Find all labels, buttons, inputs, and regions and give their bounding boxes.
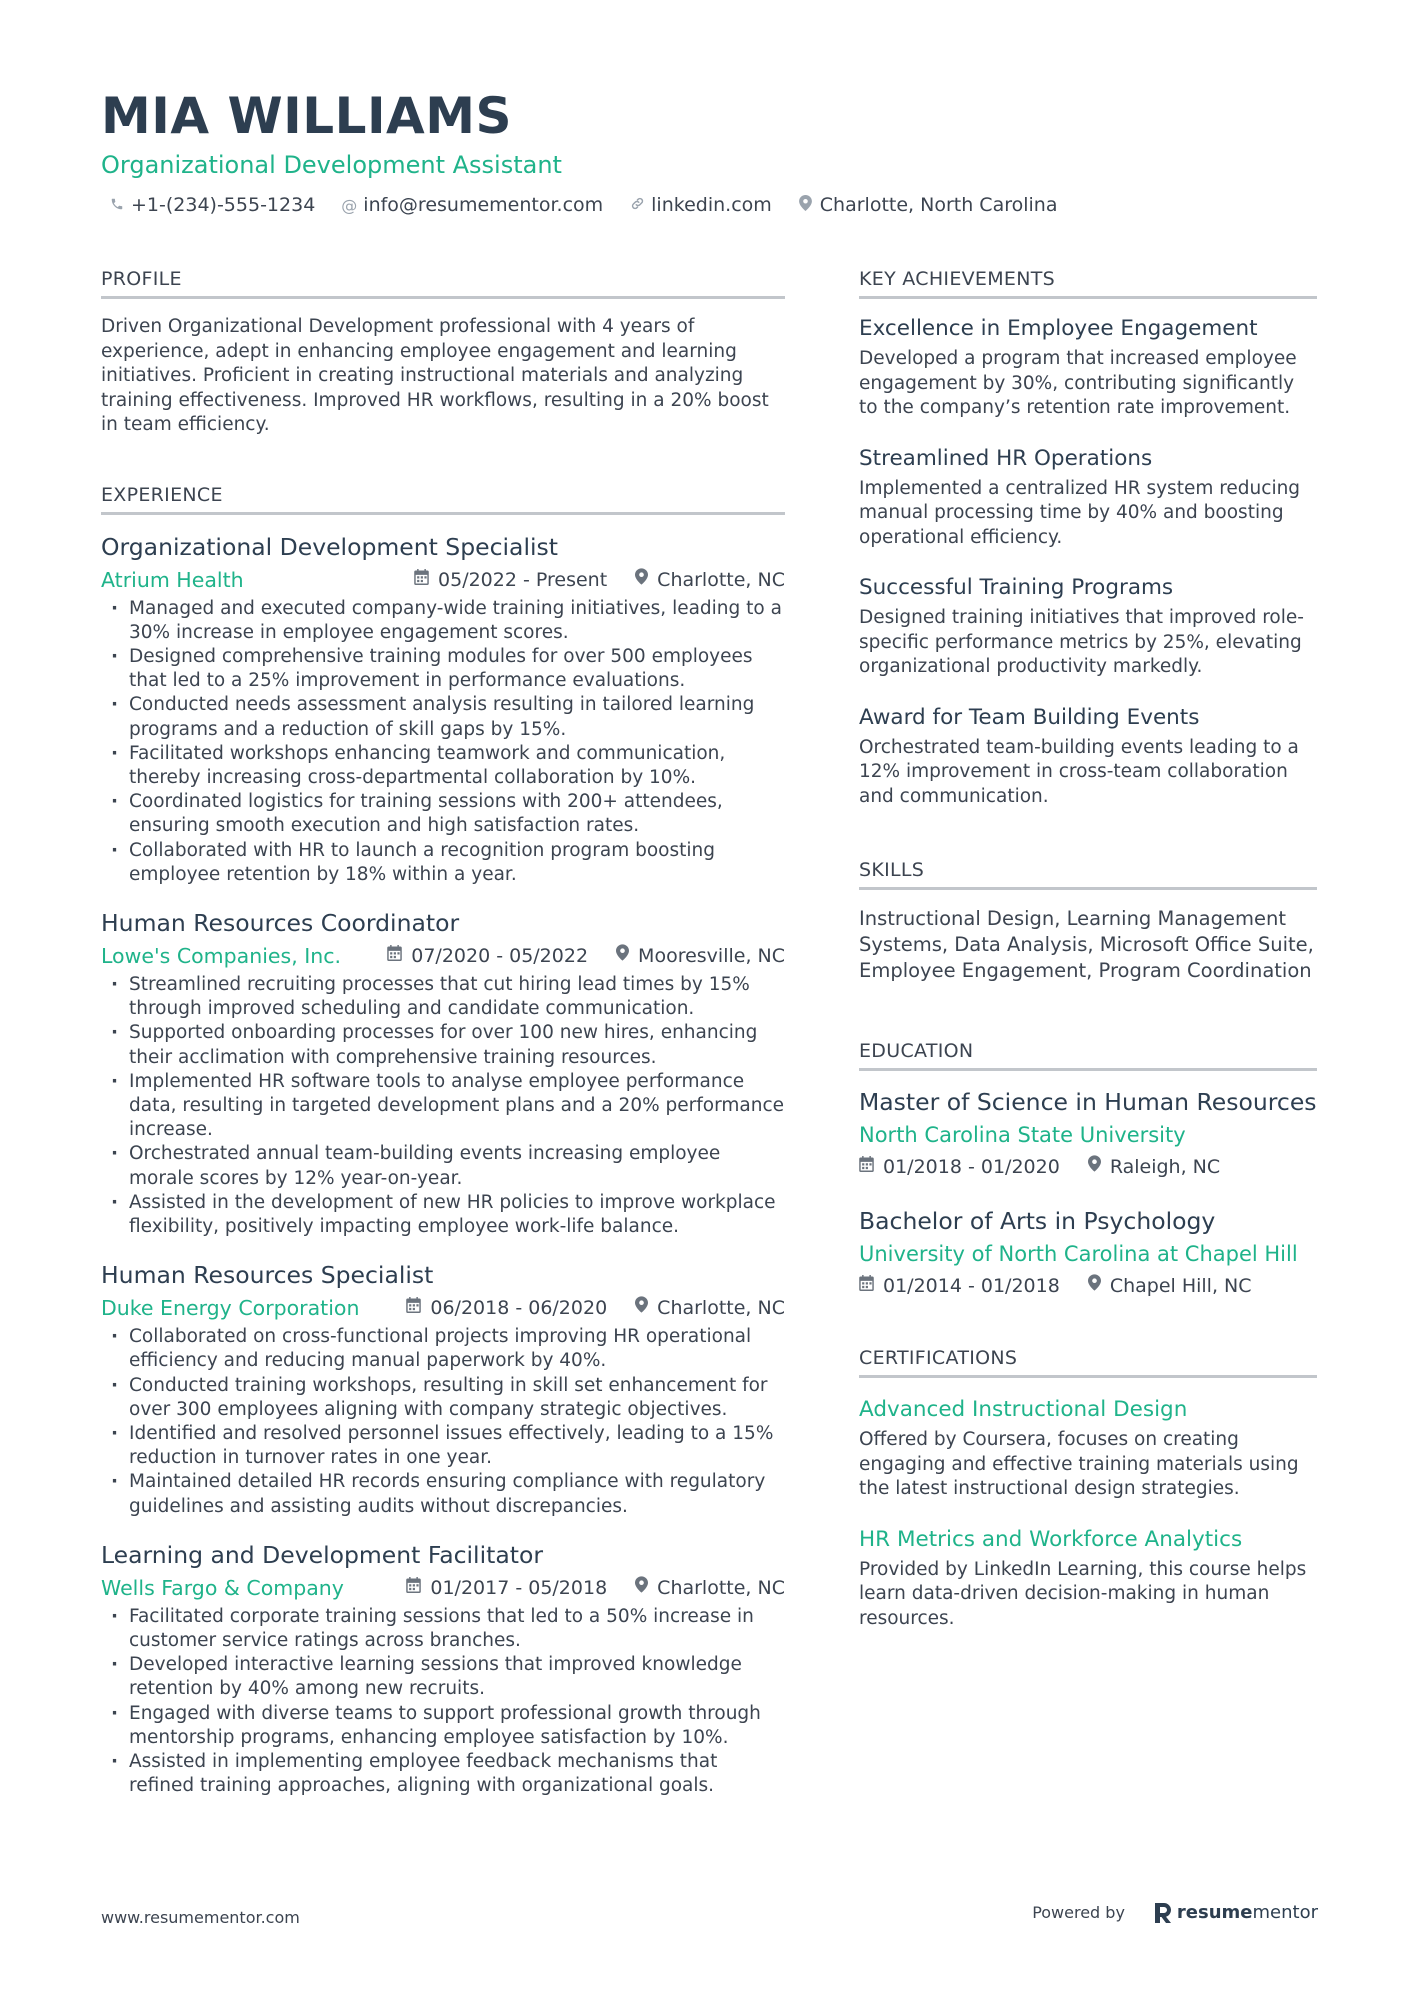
job-title: Learning and Development Facilitator: [101, 1540, 543, 1569]
calendar-icon: [859, 1271, 874, 1301]
education-entry: [859, 1206, 1317, 1301]
achievement-desc: Developed a program that increased employee engagement by 30%, contributing significantly to the company’s retention rate improvement.: [859, 348, 1297, 418]
map-pin-icon: [616, 941, 629, 971]
achievements-list: [859, 313, 1317, 809]
map-pin-icon: [635, 1573, 648, 1603]
calendar-icon: [387, 941, 402, 971]
certification-entry: [859, 1524, 1317, 1632]
company-name: Duke Energy Corporation: [101, 1296, 360, 1321]
experience-entry: [101, 1259, 785, 1519]
job-meta: [101, 1573, 785, 1603]
powered-by-text: Powered by: [1032, 1903, 1125, 1922]
education-school: North Carolina State University: [859, 1123, 1186, 1147]
job-dates-text: 05/2022 - Present: [438, 568, 608, 591]
job-dates: [406, 1573, 607, 1603]
certification-desc: Offered by Coursera, focuses on creating engaging and effective training materials using the latest instructional design strategies.: [859, 1429, 1299, 1499]
job-title: Human Resources Specialist: [101, 1261, 434, 1290]
calendar-icon: [406, 1293, 421, 1323]
education-location: [1088, 1152, 1220, 1182]
map-pin-icon: [1088, 1271, 1101, 1301]
achievements-heading: KEY ACHIEVEMENTS: [859, 266, 1317, 299]
job-bullet: · Conducted training workshops, resulting in skill set enhancement for over 300 employees aligning with company strategic objectives.: [101, 1374, 785, 1422]
certifications-heading: CERTIFICATIONS: [859, 1345, 1317, 1378]
job-bullet: · Coordinated logistics for training sessions with 200+ attendees, ensuring smooth execution and high satisfaction rates.: [101, 790, 785, 838]
job-dates: [387, 941, 588, 971]
map-pin-icon: [635, 565, 648, 595]
job-location: [635, 1293, 785, 1323]
job-location: [635, 1573, 785, 1603]
job-bullet: · Implemented HR software tools to analyse employee performance data, resulting in targeted development plans and a 20% performance increase.: [101, 1070, 785, 1143]
job-bullet: · Identified and resolved personnel issues effectively, leading to a 15% reduction in turnover rates in one year.: [101, 1422, 785, 1470]
resumementor-logo-icon: [1155, 1903, 1171, 1923]
job-title: Human Resources Coordinator: [101, 908, 460, 937]
contact-bar: [109, 194, 1321, 216]
candidate-name: MIA WILLIAMS: [101, 87, 513, 145]
education-degree: Bachelor of Arts in Psychology: [859, 1207, 1216, 1235]
education-heading: EDUCATION: [859, 1038, 1317, 1071]
education-entry: [859, 1087, 1317, 1182]
job-bullet: · Assisted in implementing employee feedback mechanisms that refined training approaches, aligning with organizational goals.: [101, 1750, 785, 1798]
job-bullet: · Streamlined recruiting processes that cut hiring lead times by 15% through improved scheduling and candidate communication.: [101, 973, 785, 1021]
certification-desc: Provided by LinkedIn Learning, this course helps learn data-driven decision-making in human resources.: [859, 1558, 1307, 1629]
job-bullet: · Orchestrated annual team-building events increasing employee morale scores by 12% year-on-year.: [101, 1142, 785, 1190]
achievement-title: Award for Team Building Events: [859, 704, 1200, 730]
phone-text: +1-(234)-555-1234: [131, 194, 316, 216]
achievement-desc: Implemented a centralized HR system reducing manual processing time by 40% and boosting operational efficiency.: [859, 477, 1301, 548]
job-location: [616, 941, 785, 971]
certification-title: HR Metrics and Workforce Analytics: [859, 1526, 1243, 1552]
job-meta: [101, 941, 785, 971]
candidate-role: Organizational Development Assistant: [101, 151, 562, 179]
education-dates-text: 01/2014 - 01/2018: [883, 1275, 1060, 1297]
job-dates-text: 06/2018 - 06/2020: [430, 1297, 608, 1320]
achievement-desc: Designed training initiatives that improved role-specific performance metrics by 25%, elevating organizational productivity markedly.: [859, 607, 1304, 677]
education-dates: [859, 1271, 1060, 1301]
left-column: [101, 266, 785, 1798]
education-meta: [859, 1152, 1317, 1182]
achievement-title: Excellence in Employee Engagement: [859, 316, 1258, 341]
map-pin-icon: [635, 1293, 648, 1323]
email-text: info@resumementor.com: [363, 194, 604, 216]
skills-text: Instructional Design, Learning Management Systems, Data Analysis, Microsoft Office Suite, Employee Engagement, Program Coordination: [859, 907, 1314, 982]
job-meta: [101, 565, 785, 595]
map-pin-icon: [1088, 1152, 1101, 1182]
company-name: Wells Fargo & Company: [101, 1575, 344, 1600]
job-bullet: · Facilitated workshops enhancing teamwork and communication, thereby increasing cross-departmental collaboration by 10%.: [101, 742, 785, 790]
achievement-desc: Orchestrated team-building events leading to a 12% improvement in cross-team collaboration and communication.: [859, 736, 1299, 807]
job-bullets: [101, 1605, 785, 1799]
job-bullet: · Conducted needs assessment analysis resulting in tailored learning programs and a reduction of skill gaps by 15%.: [101, 693, 785, 741]
skills-heading: SKILLS: [859, 857, 1317, 890]
company-name: Lowe's Companies, Inc.: [101, 943, 342, 968]
profile-text: Driven Organizational Development professional with 4 years of experience, adept in enhancing employee engagement and learning initiatives. Proficient in creating instructional materials and analyzing training effectiveness. Improved HR workflows, resulting in a 20% boost in team efficiency.: [101, 316, 769, 435]
profile-heading: PROFILE: [101, 266, 785, 299]
certification-title: Advanced Instructional Design: [859, 1397, 1188, 1422]
education-section: [859, 1038, 1317, 1301]
education-list: [859, 1087, 1317, 1301]
job-bullets: [101, 1325, 785, 1519]
at-icon: @: [341, 195, 358, 215]
achievement-entry: [859, 443, 1317, 551]
job-dates-text: 07/2020 - 05/2022: [411, 944, 589, 967]
contact-linkedin[interactable]: [629, 194, 772, 216]
job-bullets: [101, 597, 785, 887]
education-dates-text: 01/2018 - 01/2020: [883, 1156, 1060, 1178]
job-meta: [101, 1293, 785, 1323]
resume-header: [101, 84, 1321, 216]
education-dates: [859, 1152, 1060, 1182]
certifications-list: [859, 1394, 1317, 1631]
job-location-text: Charlotte, NC: [657, 1576, 785, 1599]
experience-heading: EXPERIENCE: [101, 482, 785, 515]
achievement-entry: [859, 572, 1317, 680]
right-column: [859, 266, 1317, 1631]
experience-list: [101, 531, 785, 1799]
education-location-text: Raleigh, NC: [1109, 1156, 1221, 1178]
certifications-section: [859, 1345, 1317, 1631]
job-bullet: · Engaged with diverse teams to support professional growth through mentorship programs, enhancing employee satisfaction by 10%.: [101, 1702, 785, 1750]
education-location: [1088, 1271, 1252, 1301]
job-dates-text: 01/2017 - 05/2018: [430, 1576, 608, 1599]
job-bullet: · Supported onboarding processes for over 100 new hires, enhancing their acclimation with comprehensive training resources.: [101, 1021, 785, 1069]
job-bullet: · Developed interactive learning sessions that improved knowledge retention by 40% among new recruits.: [101, 1653, 785, 1701]
achievement-title: Streamlined HR Operations: [859, 445, 1153, 471]
experience-entry: [101, 531, 785, 887]
profile-section: [101, 266, 785, 438]
contact-phone[interactable]: [109, 194, 315, 216]
contact-email[interactable]: [341, 194, 603, 216]
footer-website[interactable]: www.resumementor.com: [101, 1908, 300, 1927]
skills-section: [859, 857, 1317, 984]
job-bullet: · Collaborated with HR to launch a recognition program boosting employee retention by 18% within a year.: [101, 839, 785, 887]
job-location-text: Mooresville, NC: [638, 944, 785, 967]
job-location-text: Charlotte, NC: [657, 1297, 785, 1320]
job-bullet: · Collaborated on cross-functional projects improving HR operational efficiency and reducing manual paperwork by 40%.: [101, 1325, 785, 1373]
education-degree: Master of Science in Human Resources: [859, 1088, 1317, 1116]
job-bullet: · Designed comprehensive training modules for over 500 employees that led to a 25% improvement in performance evaluations.: [101, 645, 785, 693]
certification-entry: [859, 1394, 1317, 1502]
location-text: Charlotte, North Carolina: [819, 194, 1058, 216]
education-meta: [859, 1271, 1317, 1301]
education-location-text: Chapel Hill, NC: [1109, 1275, 1252, 1297]
education-school: University of North Carolina at Chapel Hill: [859, 1242, 1298, 1266]
experience-section: [101, 482, 785, 1799]
experience-entry: [101, 907, 785, 1239]
achievements-section: [859, 266, 1317, 809]
resumementor-logo[interactable]: [1155, 1902, 1318, 1923]
job-title: Organizational Development Specialist: [101, 532, 558, 561]
job-bullets: [101, 973, 785, 1239]
contact-location: [798, 194, 1058, 216]
experience-entry: [101, 1539, 785, 1799]
job-dates: [406, 1293, 607, 1323]
phone-icon: [109, 196, 125, 215]
job-bullet: · Assisted in the development of new HR policies to improve workplace flexibility, positively impacting employee work-life balance.: [101, 1191, 785, 1239]
achievement-entry: [859, 702, 1317, 810]
footer-branding: [1032, 1902, 1318, 1923]
brand-bold: resume: [1176, 1902, 1253, 1923]
link-icon: [629, 196, 645, 215]
company-name: Atrium Health: [101, 567, 244, 592]
calendar-icon: [406, 1573, 421, 1603]
calendar-icon: [859, 1152, 874, 1182]
achievement-entry: [859, 313, 1317, 421]
linkedin-text: linkedin.com: [651, 194, 772, 216]
job-bullet: · Maintained detailed HR records ensuring compliance with regulatory guidelines and assisting audits without discrepancies.: [101, 1470, 785, 1518]
job-location-text: Charlotte, NC: [657, 568, 785, 591]
achievement-title: Successful Training Programs: [859, 575, 1174, 600]
job-location: [635, 565, 785, 595]
brand-thin: mentor: [1252, 1902, 1318, 1923]
job-bullet: · Facilitated corporate training sessions that led to a 50% increase in customer service ratings across branches.: [101, 1605, 785, 1653]
job-bullet: · Managed and executed company-wide training initiatives, leading to a 30% increase in employee engagement scores.: [101, 597, 785, 645]
job-dates: [414, 565, 607, 595]
map-pin-icon: [798, 195, 814, 215]
calendar-icon: [414, 565, 429, 595]
